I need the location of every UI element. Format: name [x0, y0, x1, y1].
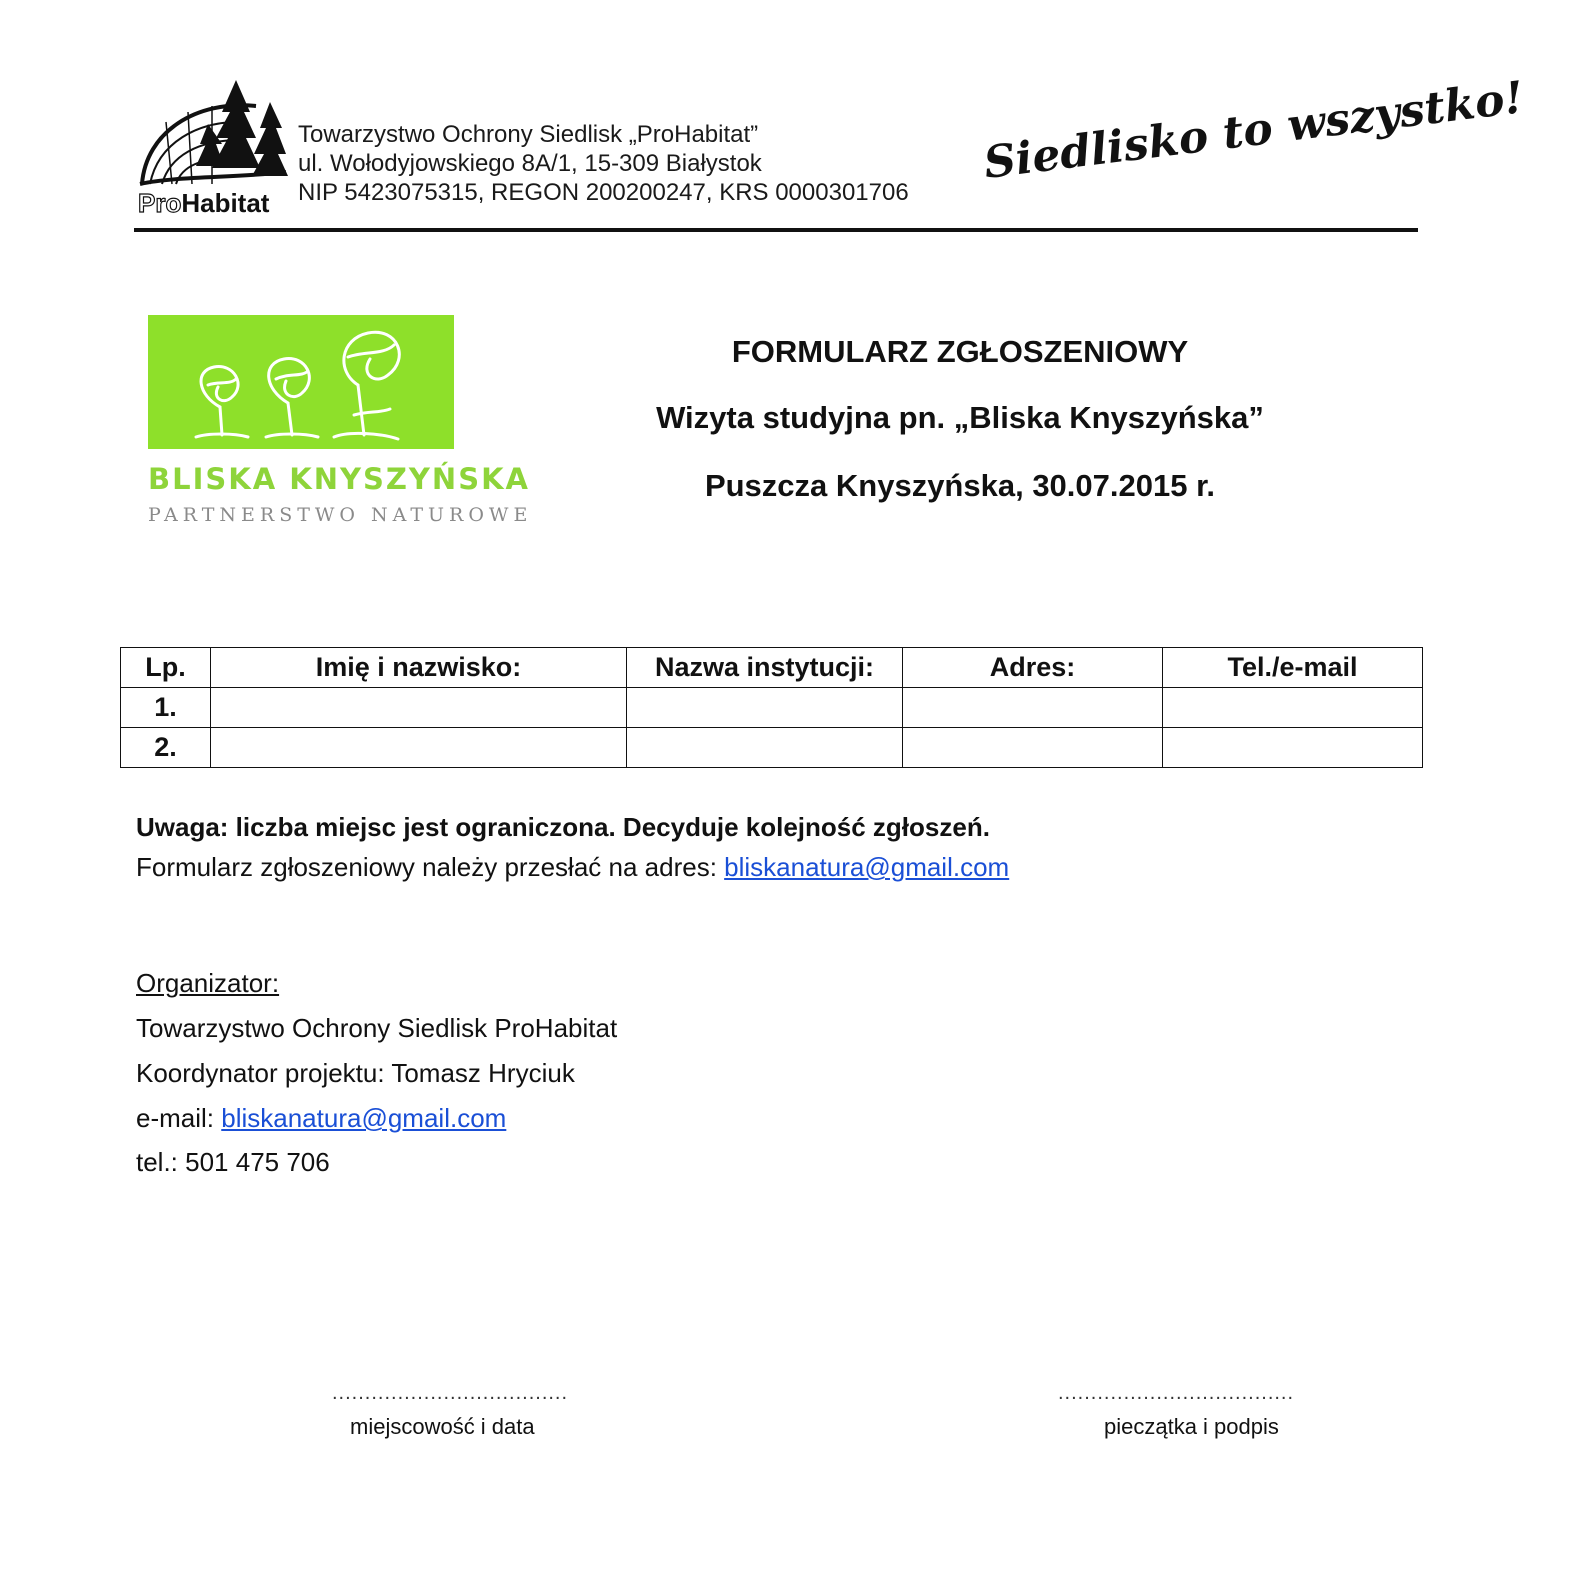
organizer-email-link[interactable]: bliskanatura@gmail.com	[221, 1103, 507, 1133]
place-date-label: miejscowość i data	[350, 1414, 535, 1439]
table-header-row	[121, 648, 1423, 688]
organizer-name: Towarzystwo Ochrony Siedlisk ProHabitat	[136, 1013, 618, 1043]
name-cell[interactable]	[211, 728, 627, 768]
organizer-heading: Organizator:	[136, 968, 280, 998]
organizer-email-label: e-mail:	[136, 1103, 222, 1133]
organization-details	[298, 120, 909, 207]
org-line-address: ul. Wołodyjowskiego 8A/1, 15-309 Białystok	[298, 150, 762, 177]
logo-pro: Pro	[138, 188, 182, 218]
bliska-knyszynska-logo	[148, 315, 454, 449]
form-title: FORMULARZ ZGŁOSZENIOWY	[731, 334, 1189, 369]
stamp-signature-label: pieczątka i podpis	[1104, 1414, 1279, 1439]
logo-habitat: Habitat	[181, 188, 270, 218]
organizer-phone: tel.: 501 475 706	[136, 1147, 330, 1177]
send-instructions	[136, 852, 1009, 883]
table-row	[121, 688, 1423, 728]
place-date-line: ....................................	[332, 1382, 569, 1404]
org-line-ids: NIP 5423075315, REGON 200200247, KRS 0000301706	[298, 179, 909, 206]
organizer-coordinator: Koordynator projektu: Tomasz Hryciuk	[136, 1058, 575, 1088]
event-title: Wizyta studyjna pn. „Bliska Knyszyńska”	[656, 400, 1264, 435]
prohabitat-logo-text	[138, 188, 269, 218]
address-cell[interactable]	[903, 728, 1163, 768]
contact-cell[interactable]	[1163, 688, 1423, 728]
send-email-link[interactable]: bliskanatura@gmail.com	[724, 852, 1010, 882]
header-lp: Lp.	[121, 648, 211, 688]
name-cell[interactable]	[211, 688, 627, 728]
header-institution: Nazwa instytucji:	[627, 648, 903, 688]
trees-drawing-icon	[148, 315, 454, 449]
event-place-date: Puszcza Knyszyńska, 30.07.2015 r.	[704, 468, 1216, 503]
header-address: Adres:	[903, 648, 1163, 688]
send-instructions-text: Formularz zgłoszeniowy należy przesłać na adres:	[136, 852, 725, 882]
header-contact: Tel./e-mail	[1163, 648, 1423, 688]
partner-subtitle: PARTNERSTWO NATUROWE	[148, 504, 533, 526]
slogan-text: Siedlisko to wszystko!	[981, 72, 1527, 189]
stamp-signature-line: ....................................	[1058, 1382, 1295, 1404]
slogan	[980, 72, 1527, 196]
address-cell[interactable]	[903, 688, 1163, 728]
organizer-email	[136, 1103, 506, 1134]
header-divider	[134, 228, 1418, 232]
org-line-name: Towarzystwo Ochrony Siedlisk „ProHabitat”	[298, 121, 759, 148]
header-name: Imię i nazwisko:	[211, 648, 627, 688]
partner-name: BLISKA KNYSZYŃSKA	[148, 462, 530, 496]
places-limited-note: Uwaga: liczba miejsc jest ograniczona. Decyduje kolejność zgłoszeń.	[136, 812, 990, 842]
row-number: 2.	[121, 728, 211, 768]
row-number: 1.	[121, 688, 211, 728]
contact-cell[interactable]	[1163, 728, 1423, 768]
institution-cell[interactable]	[627, 728, 903, 768]
table-row	[121, 728, 1423, 768]
registration-table	[120, 647, 1423, 768]
institution-cell[interactable]	[627, 688, 903, 728]
